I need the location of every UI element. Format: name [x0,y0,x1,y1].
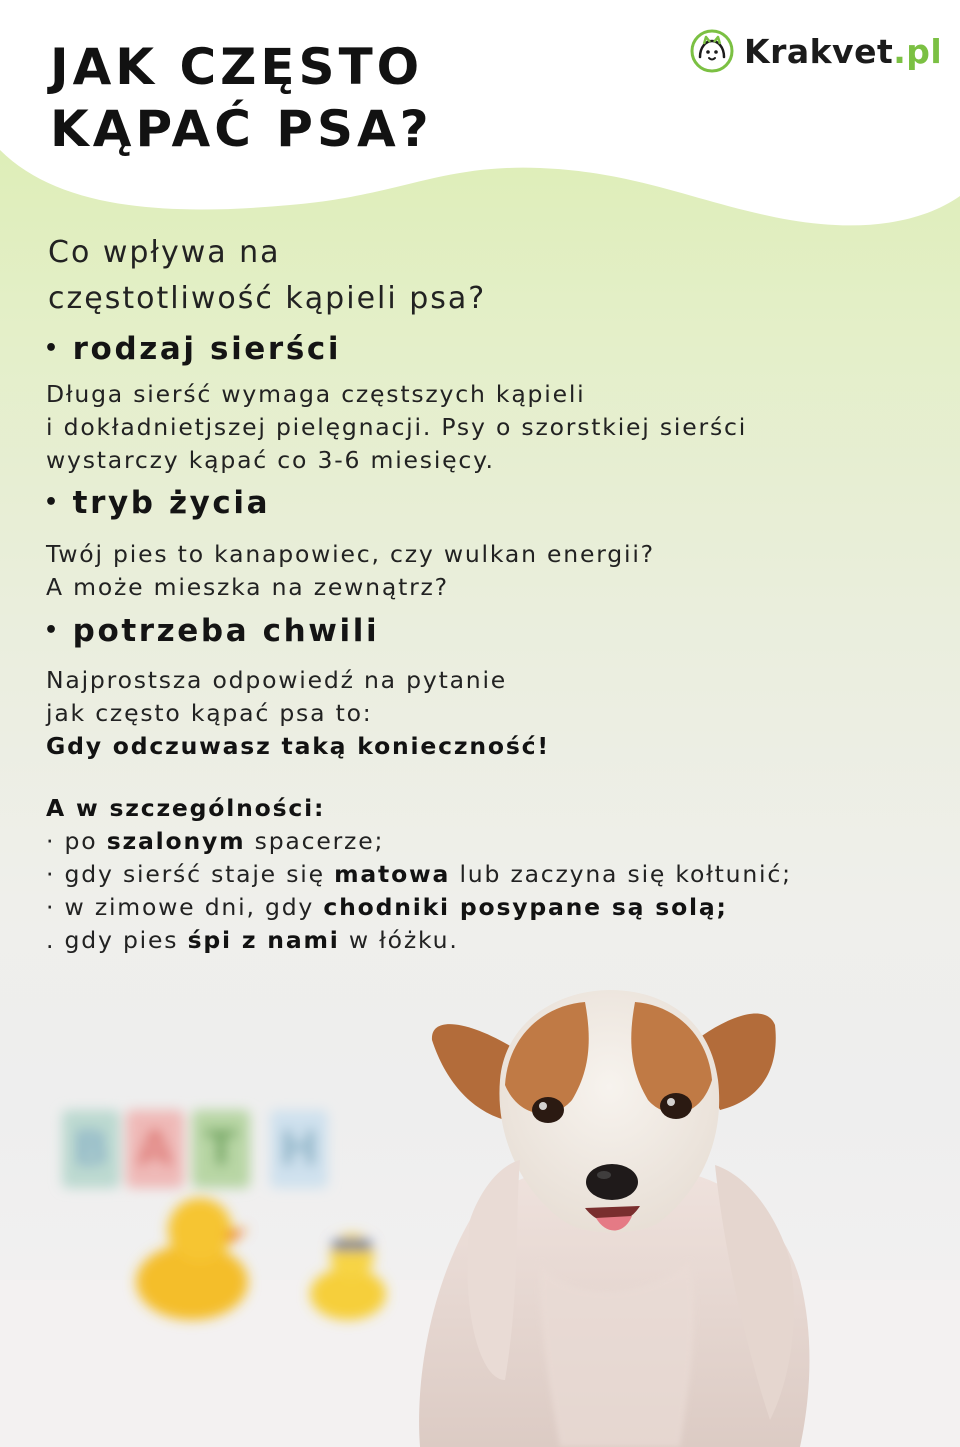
paragraph-line: jak często kąpać psa to: [46,699,373,727]
section-heading-text: rodzaj sierści [72,331,342,367]
section-heading-text: tryb życia [72,485,271,521]
item-suffix: lub zaczyna się kołtunić; [450,860,792,888]
section-text-lifestyle [46,538,655,604]
list-item [46,858,792,891]
item-prefix: · gdy sierść staje się [46,860,335,888]
section-heading-lifestyle [44,485,270,521]
paragraph-line: i dokładnietjszej pielęgnacji. Psy o szorstkiej sierści [46,413,748,441]
item-prefix: · po [46,827,107,855]
letter-blocks-icon [62,1110,328,1188]
item-bold: szalonym [106,827,246,855]
paragraph-line: Długa sierść wymaga częstszych kąpieli [46,380,586,408]
list-item [46,825,792,858]
item-suffix: w łóżku. [339,926,459,954]
dog-bath-photo [0,960,960,1447]
svg-text:T: T [204,1121,238,1177]
special-heading [46,792,792,825]
intro-question [48,230,486,322]
brand-logo[interactable] [688,26,942,76]
special-heading-text: A w szczególności: [46,794,326,822]
item-bold: matowa [334,860,451,888]
emphasis-text: Gdy odczuwasz taką konieczność! [46,732,550,760]
section-text-moment-need [46,664,550,763]
logo-text [744,32,942,71]
list-item [46,891,792,924]
emphasis-line [46,730,550,763]
section-heading-text: potrzeba chwili [72,613,380,649]
paragraph-line: A może mieszka na zewnątrz? [46,573,449,601]
section-heading-coat-type [44,331,341,367]
list-item [46,924,792,957]
page-title [50,36,433,160]
bullet-dot: • [44,336,61,361]
svg-text:H: H [278,1121,320,1177]
dog-icon [419,990,809,1447]
section-text-coat-type [46,378,747,477]
title-line-2: KĄPAĆ PSA? [50,100,433,158]
bullet-dot: • [44,618,61,643]
logo-domain: .pl [893,31,943,71]
paragraph-line: wystarczy kąpać co 3-6 miesięcy. [46,446,495,474]
question-line-1: Co wpływa na [48,235,281,270]
paragraph-line: Najprostsza odpowiedź na pytanie [46,666,508,694]
logo-name: Krakvet [744,31,894,71]
bullet-dot: • [44,490,61,515]
title-line-1: JAK CZĘSTO [50,38,424,96]
item-bold: śpi z nami [187,926,340,954]
svg-text:A: A [136,1121,174,1177]
item-prefix: · w zimowe dni, gdy [46,893,324,921]
svg-text:B: B [72,1121,110,1177]
item-suffix: spacerze; [245,827,385,855]
item-bold: chodniki posypane są solą; [323,893,728,921]
section-heading-moment-need [44,613,379,649]
question-line-2: częstotliwość kąpieli psa? [48,281,487,316]
special-cases-list [46,792,792,957]
paragraph-line: Twój pies to kanapowiec, czy wulkan energii? [46,540,655,568]
cat-dog-logo-icon [688,27,736,75]
item-prefix: . gdy pies [46,926,188,954]
